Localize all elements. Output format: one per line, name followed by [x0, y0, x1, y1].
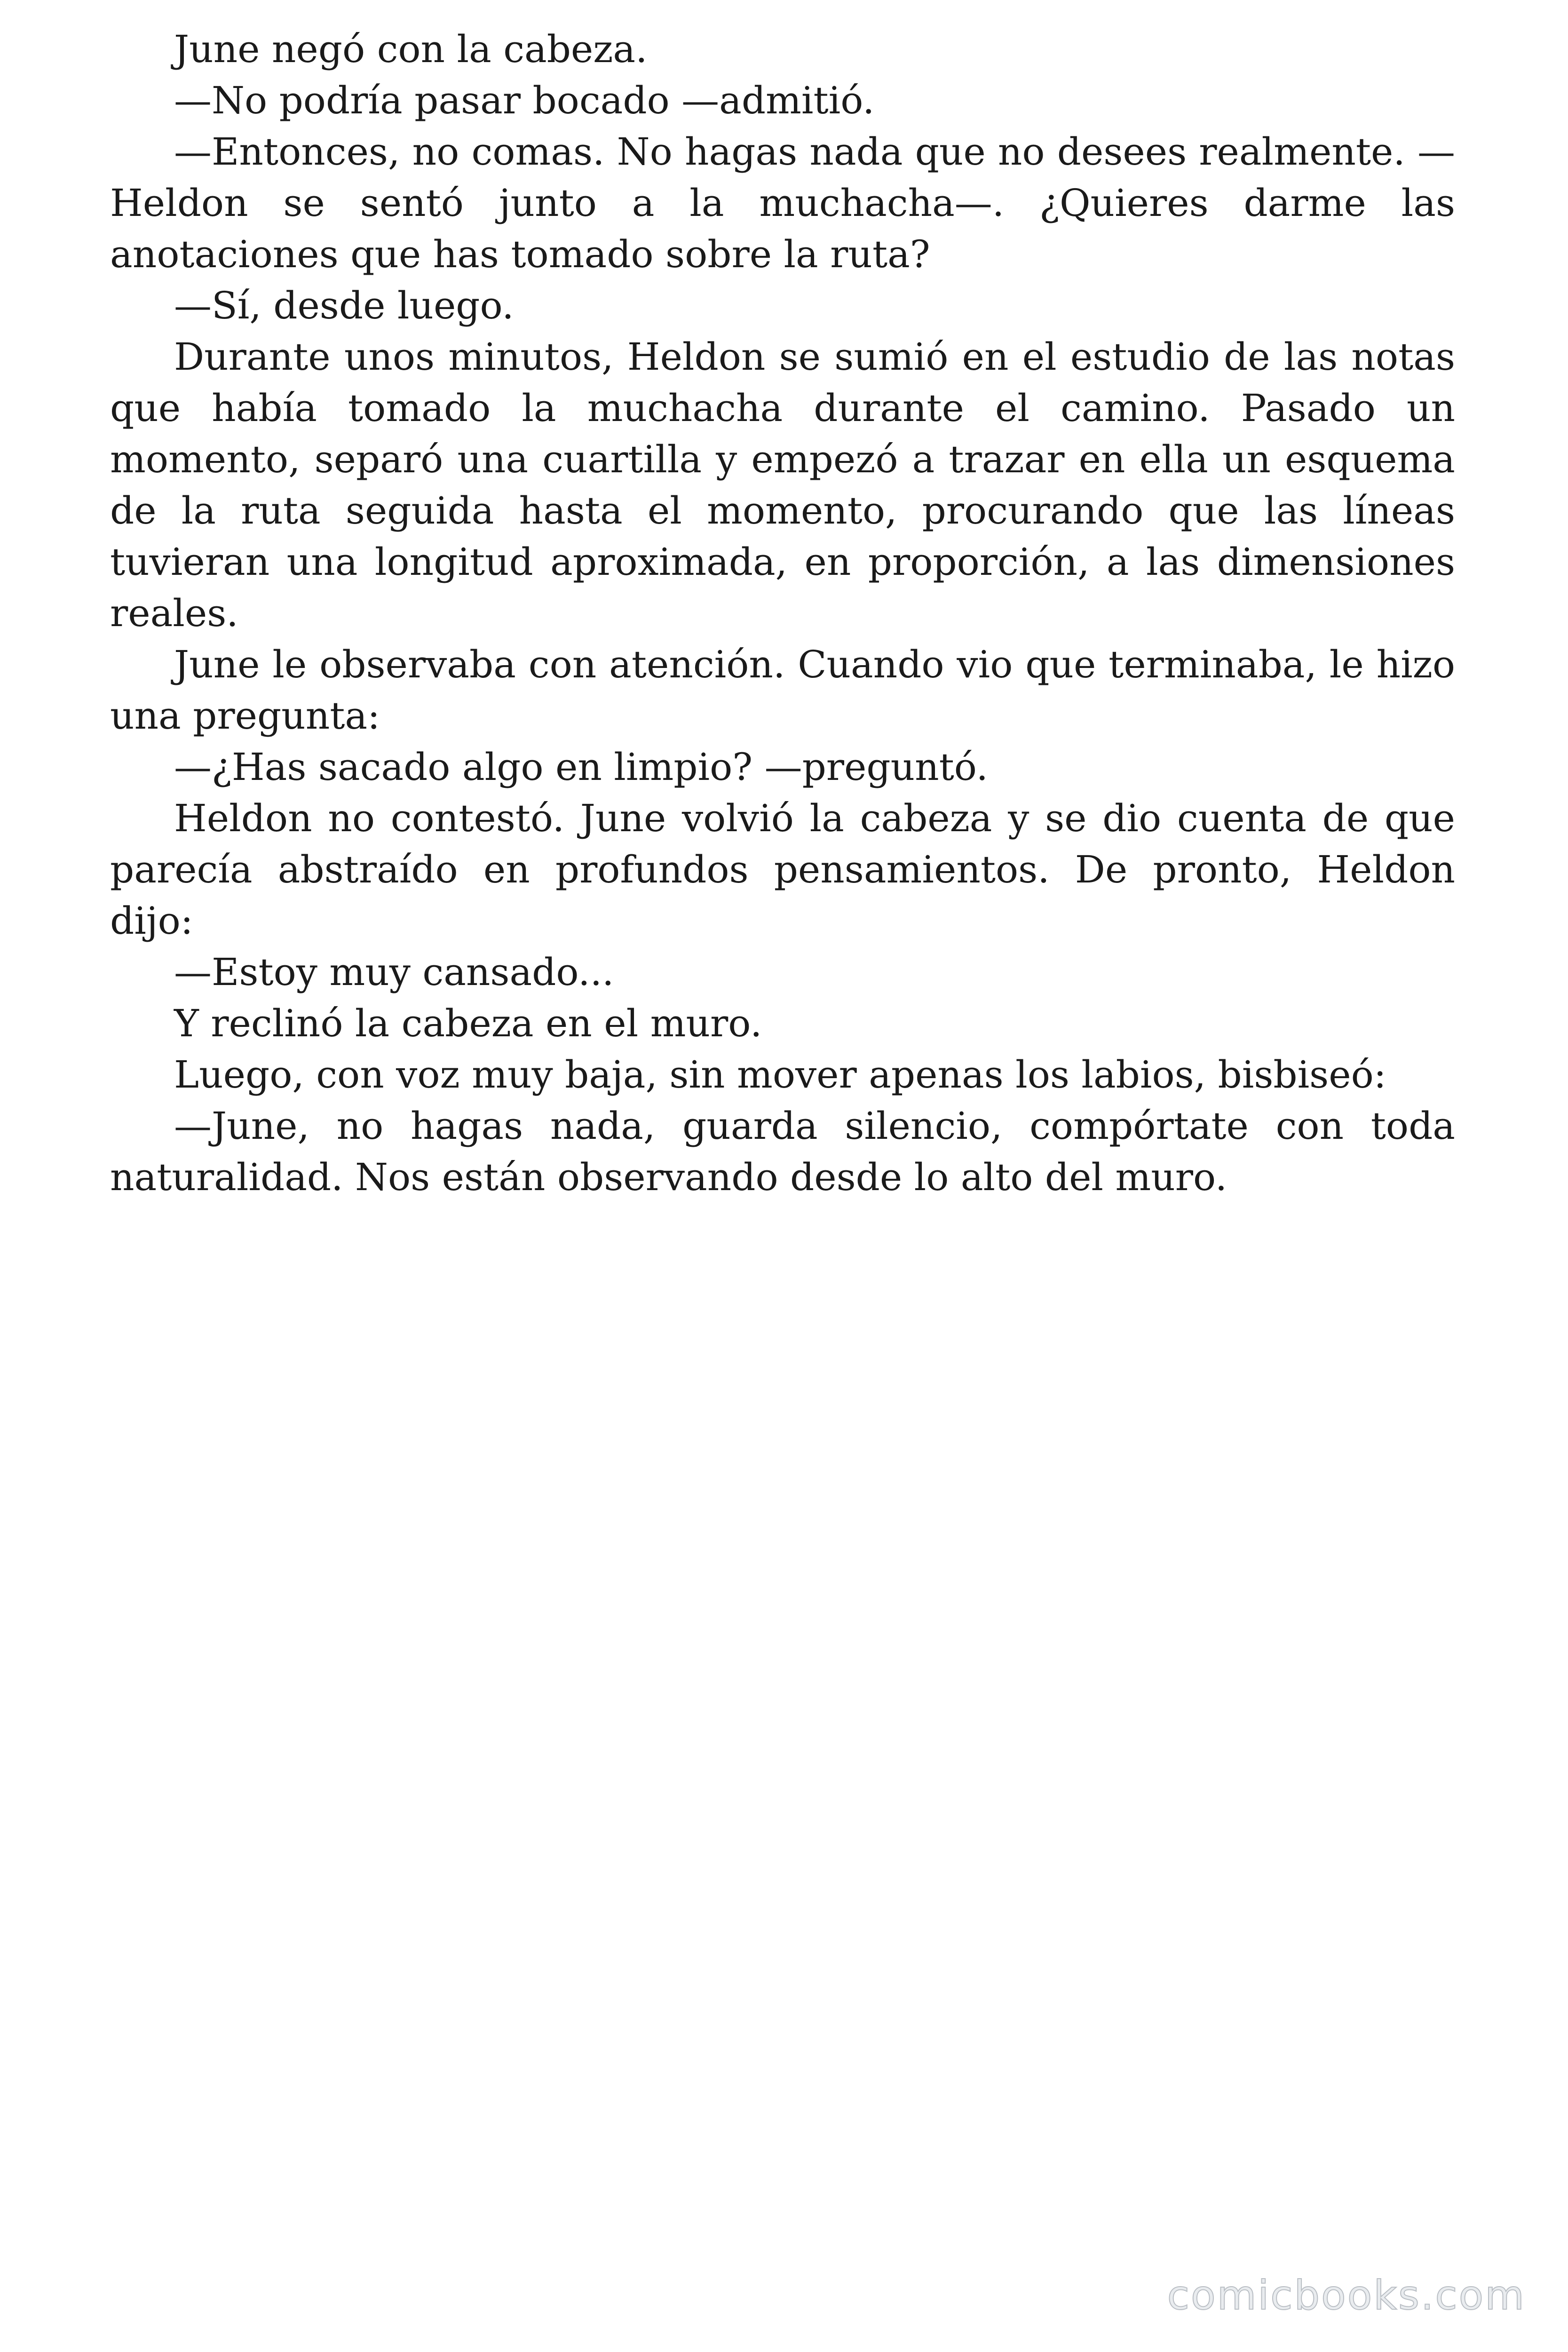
- paragraph: —Sí, desde luego.: [174, 284, 514, 327]
- paragraph: June le observaba con atención. Cuando vio que terminaba, le hizo una pregunta:: [110, 643, 1455, 738]
- paragraph: Y reclinó la cabeza en el muro.: [174, 1001, 762, 1045]
- watermark: comicbooks.com: [1167, 2272, 1526, 2319]
- page-body: [110, 24, 1455, 1203]
- paragraph: Luego, con voz muy baja, sin mover apenas los labios, bisbiseó:: [174, 1053, 1386, 1097]
- paragraph: —Entonces, no comas. No hagas nada que no desees realmente. —Heldon se sentó junto a la muchacha—. ¿Quieres darme las anotaciones que has tomado sobre la ruta?: [110, 130, 1455, 276]
- paragraph: Durante unos minutos, Heldon se sumió en el estudio de las notas que había tomado la muchacha durante el camino. Pasado un momento, separó una cuartilla y empezó a trazar en ella un esquema de la ruta seguida hasta el momento, procurando que las líneas tuvieran una longitud aproximada, en proporción, a las dimensiones reales.: [110, 335, 1455, 635]
- paragraph: —June, no hagas nada, guarda silencio, compórtate con toda naturalidad. Nos están observando desde lo alto del muro.: [110, 1104, 1455, 1199]
- paragraph: June negó con la cabeza.: [174, 27, 648, 71]
- paragraph: Heldon no contestó. June volvió la cabeza y se dio cuenta de que parecía abstraído en profundos pensamientos. De pronto, Heldon dijo:: [110, 796, 1455, 943]
- paragraph: —No podría pasar bocado —admitió.: [174, 79, 875, 122]
- paragraph: —¿Has sacado algo en limpio? —preguntó.: [174, 745, 988, 789]
- paragraph: —Estoy muy cansado...: [174, 950, 614, 994]
